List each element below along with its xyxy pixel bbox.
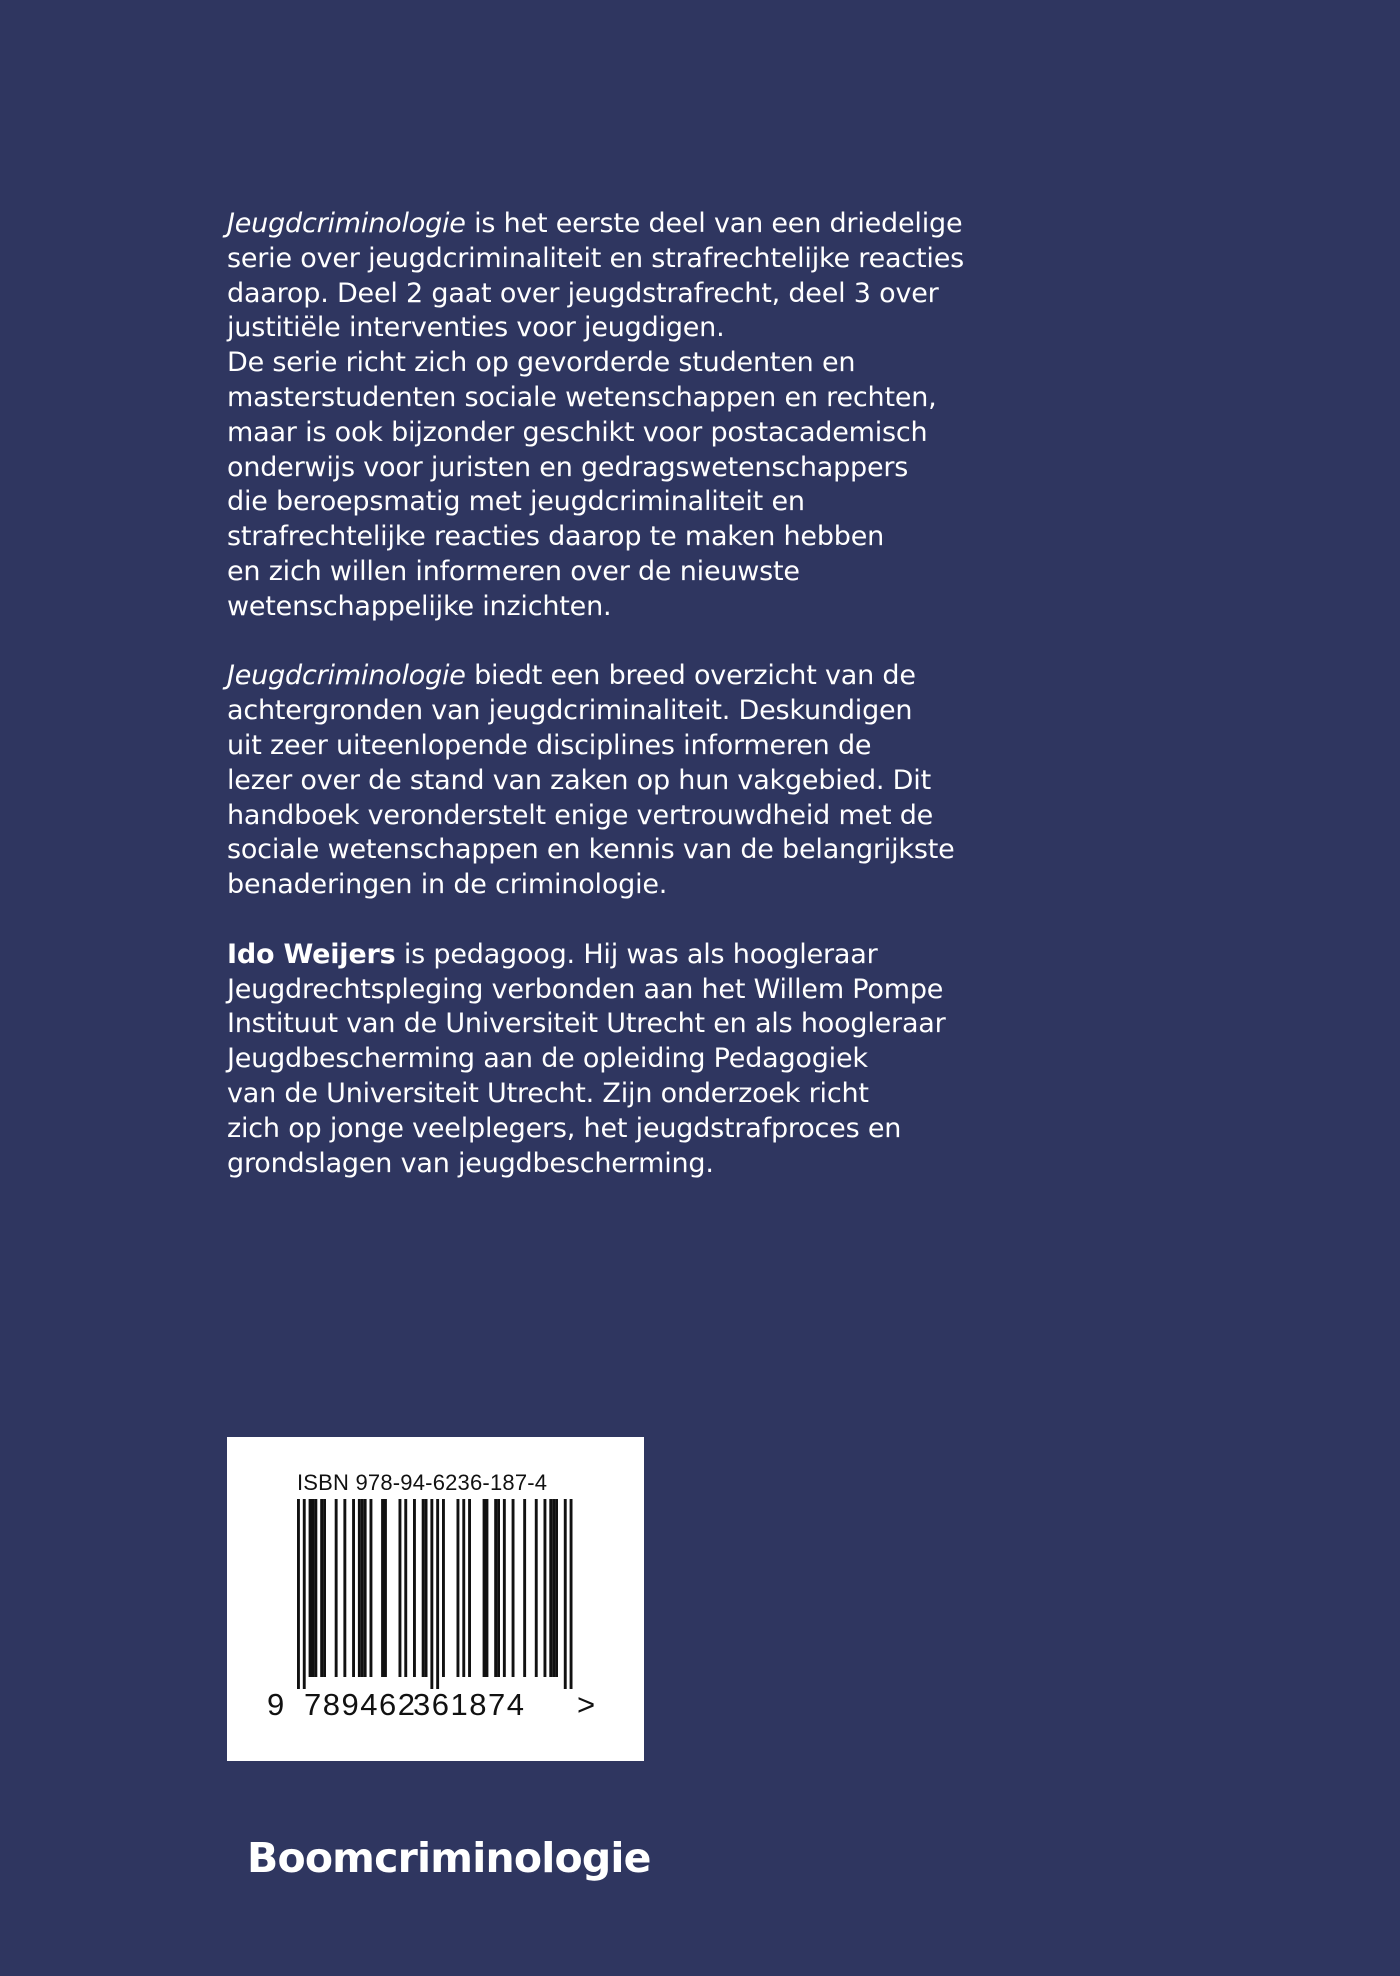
barcode-bar: [535, 1499, 538, 1677]
isbn-barcode-panel: [227, 1437, 644, 1761]
barcode-bar: [442, 1499, 445, 1677]
barcode-guard-bar: [430, 1499, 433, 1689]
barcode-bar: [312, 1499, 315, 1677]
barcode-bar: [323, 1499, 326, 1677]
barcode-bar: [352, 1499, 355, 1677]
barcode-bar: [404, 1499, 407, 1677]
blurb-line: zich op jonge veelplegers, het jeugdstrafproces en: [227, 1112, 902, 1144]
blurb-line: De serie richt zich op gevorderde studenten en: [227, 347, 856, 379]
book-title: Jeugdcriminologie: [227, 208, 466, 239]
blurb-line: en zich willen informeren over de nieuwste: [227, 555, 800, 587]
barcode-bar: [358, 1499, 361, 1677]
author-name: Ido Weijers: [227, 938, 396, 970]
blurb-line: onderwijs voor juristen en gedragswetenschappers: [227, 451, 909, 483]
paragraph-series-intro: [227, 207, 1007, 625]
barcode-bar: [399, 1499, 402, 1677]
blurb-line: die beroepsmatig met jeugdcriminaliteit en: [227, 486, 805, 518]
blurb-line: grondslagen van jeugdbescherming.: [227, 1147, 714, 1179]
barcode-bar: [370, 1499, 373, 1677]
book-title: Jeugdcriminologie: [227, 660, 466, 692]
barcode-bar: [364, 1499, 367, 1677]
blurb-line: masterstudenten sociale wetenschappen en rechten,: [227, 381, 937, 413]
blurb-line: maar is ook bijzonder geschikt voor postacademisch: [227, 416, 928, 448]
blurb-line: strafrechtelijke reacties daarop te maken hebben: [227, 521, 885, 553]
blurb-line: Jeugdrechtspleging verbonden aan het Willem Pompe: [227, 973, 944, 1005]
back-cover-blurb: [227, 207, 1007, 1181]
barcode-digit-first: 9: [267, 1687, 285, 1722]
barcode-bar: [512, 1499, 515, 1677]
barcode-bar: [462, 1499, 465, 1677]
barcode-bar: [335, 1499, 338, 1677]
barcode-bar: [483, 1499, 486, 1677]
blurb-line: wetenschappelijke inzichten.: [227, 590, 612, 622]
blurb-line: lezer over de stand van zaken op hun vakgebied. Dit: [227, 764, 931, 796]
blurb-line: Ido Weijers is pedagoog. Hij was als hoogleraar: [227, 938, 878, 970]
blurb-line: benaderingen in de criminologie.: [227, 869, 668, 901]
barcode-guard-bar: [570, 1499, 573, 1689]
barcode-bar: [497, 1499, 500, 1677]
blurb-line: Jeugdcriminologie biedt een breed overzicht van de: [227, 660, 916, 692]
barcode-bar: [425, 1499, 428, 1677]
blurb-line: van de Universiteit Utrecht. Zijn onderzoek richt: [227, 1077, 869, 1109]
blurb-line: Jeugdcriminologie is het eerste deel van een driedelige: [227, 208, 963, 239]
paragraph-book-overview: [227, 659, 1007, 903]
barcode-digits-left: 789462: [304, 1687, 417, 1722]
barcode-bar: [309, 1499, 312, 1677]
barcode-bar: [503, 1499, 506, 1677]
barcode-quiet-marker: >: [577, 1687, 596, 1722]
barcode-bar: [314, 1499, 317, 1677]
barcode-guard-bar: [436, 1499, 439, 1689]
barcode-bar: [549, 1499, 552, 1677]
barcode-guard-bar: [303, 1499, 306, 1689]
barcode-bar: [486, 1499, 489, 1677]
blurb-line: daarop. Deel 2 gaat over jeugdstrafrecht, deel 3 over: [227, 277, 939, 309]
barcode-bar: [544, 1499, 547, 1677]
blurb-line: handboek veronderstelt enige vertrouwdheid met de: [227, 799, 934, 831]
barcode-guard-bar: [564, 1499, 567, 1689]
barcode-bar: [320, 1499, 323, 1677]
barcode-bar: [384, 1499, 387, 1677]
blurb-line: achtergronden van jeugdcriminaliteit. Deskundigen: [227, 695, 913, 727]
paragraph-author-bio: [227, 938, 1007, 1182]
barcode-bar: [523, 1499, 526, 1677]
barcode-bar: [494, 1499, 497, 1677]
barcode-bar: [422, 1499, 425, 1677]
blurb-line: uit zeer uiteenlopende disciplines informeren de: [227, 729, 872, 761]
barcode-bar: [555, 1499, 558, 1677]
barcode-bar: [552, 1499, 555, 1677]
isbn-label: ISBN 978-94-6236-187-4: [297, 1470, 548, 1495]
barcode-digits-right: 361874: [413, 1687, 526, 1722]
barcode-bar: [457, 1499, 460, 1677]
barcode-bar: [413, 1499, 416, 1677]
blurb-line: serie over jeugdcriminaliteit en strafrechtelijke reacties: [227, 242, 964, 274]
barcode-bar: [343, 1499, 346, 1677]
barcode-bar: [381, 1499, 384, 1677]
barcode-bars: [297, 1499, 577, 1689]
barcode-bar: [361, 1499, 364, 1677]
blurb-line: Instituut van de Universiteit Utrecht en als hoogleraar: [227, 1008, 946, 1040]
barcode-guard-bar: [297, 1499, 300, 1689]
blurb-line: sociale wetenschappen en kennis van de belangrijkste: [227, 834, 955, 866]
barcode-bar: [468, 1499, 471, 1677]
blurb-line: justitiële interventies voor jeugdigen.: [227, 312, 725, 344]
blurb-line: Jeugdbescherming aan de opleiding Pedagogiek: [227, 1043, 868, 1075]
publisher-logo: Boomcriminologie: [247, 1834, 651, 1882]
